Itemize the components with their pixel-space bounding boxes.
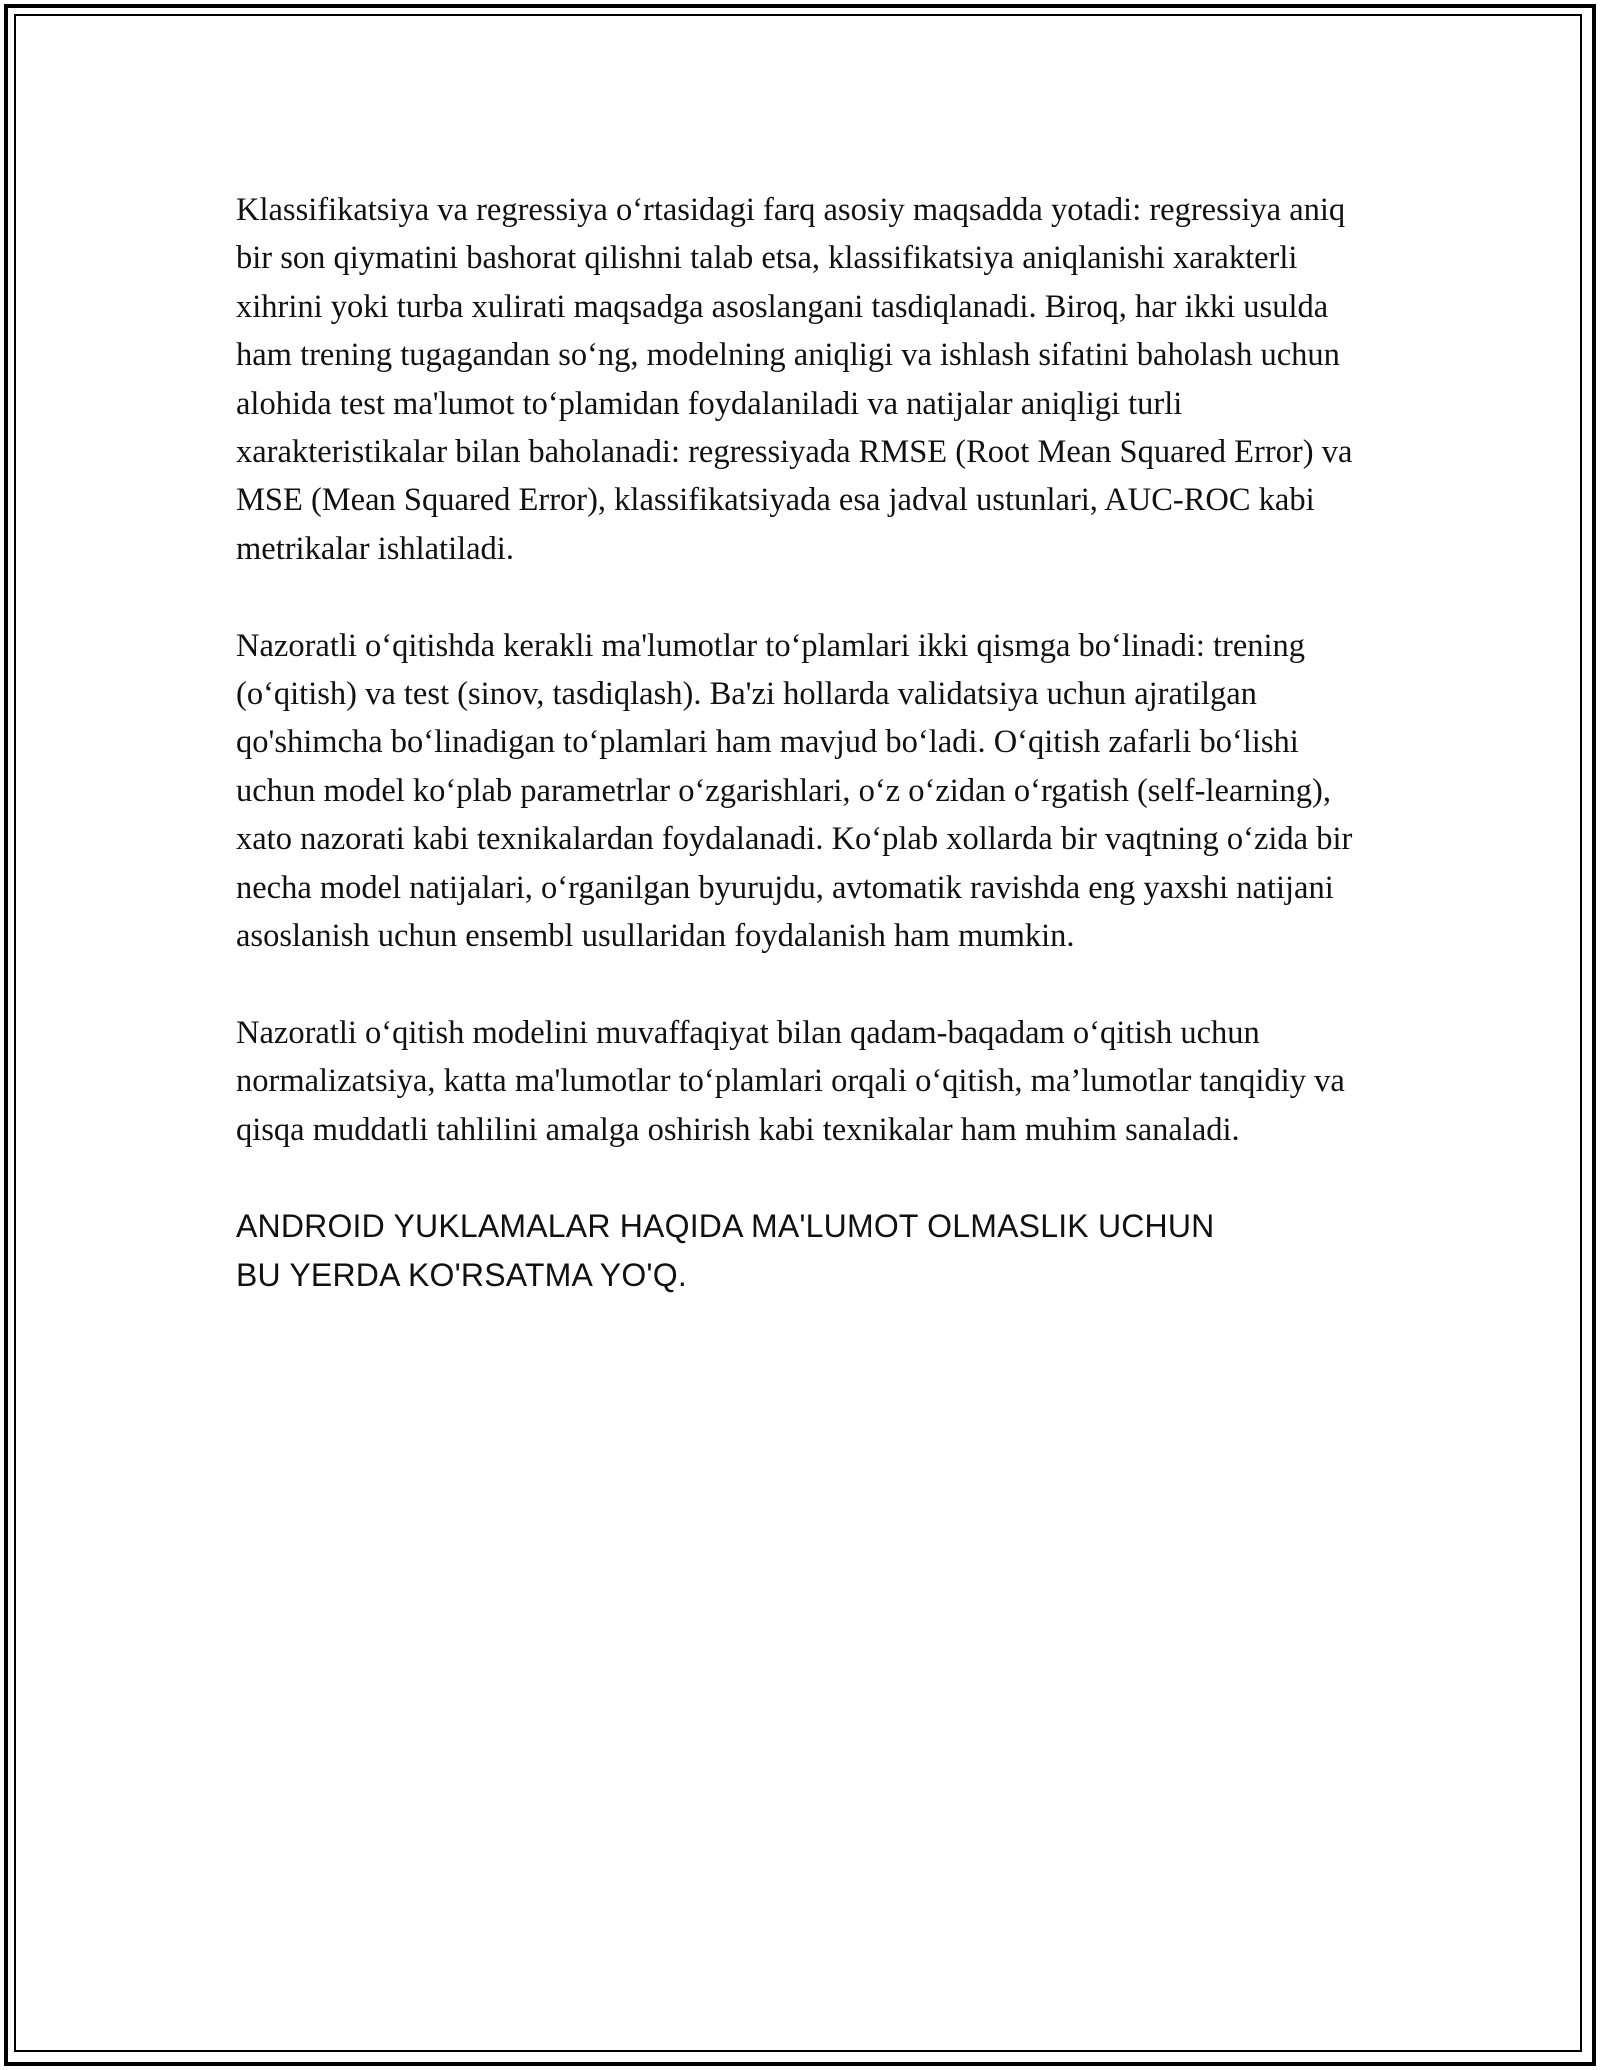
paragraph-dataset-splitting: Nazoratli o‘qitishda kerakli ma'lumotlar to‘plamlari ikki qismga bo‘linadi: trening (o‘qitish) va test (sinov, tasdiqlash). Ba'zi hollarda validatsiya uchun ajratilgan qo'shimcha bo‘linadigan to‘plamlari ham mavjud bo‘ladi. O‘qitish zafarli bo‘lishi uchun model ko‘plab parametrlar o‘zgarishlari, o‘z o‘zidan o‘rgatish (self-learning), xato nazorati kabi texnikalardan foydalanadi. Ko‘plab xollarda bir vaqtning o‘zida bir necha model natijalari, o‘rganilgan byurujdu, avtomatik ravishda eng yaxshi natijani asoslanish uchun ensembl usullaridan foydalanish ham mumkin. (236, 627, 1353, 955)
paragraph-training-techniques: Nazoratli o‘qitish modelini muvaffaqiyat bilan qadam-baqadam o‘qitish uchun normalizatsiya, katta ma'lumotlar to‘plamlari orqali o‘qitish, ma’lumotlar tanqidiy va qisqa muddatli tahlilini amalga oshirish kabi texnikalar ham muhim sanaladi. (236, 1014, 1345, 1148)
notice-text: ANDROID YUKLAMALAR HAQIDA MA'LUMOT OLMASLIK UCHUN BU YERDA KO'RSATMA YO'Q. (236, 1208, 1215, 1293)
document-body (236, 186, 1366, 1348)
paragraph-classification-vs-regression: Klassifikatsiya va regressiya o‘rtasidagi farq asosiy maqsadda yotadi: regressiya aniq bir son qiymatini bashorat qilishni talab etsa, klassifikatsiya aniqlanishi xarakterli xihrini yoki turba xulirati maqsadga asoslangani tasdiqlanadi. Biroq, har ikki usulda ham trening tugagandan so‘ng, modelning aniqligi va ishlash sifatini baholash uchun alohida test ma'lumot to‘plamidan foydalaniladi va natijalar aniqligi turli xarakteristikalar bilan baholanadi: regressiyada RMSE (Root Mean Squared Error) va MSE (Mean Squared Error), klassifikatsiyada esa jadval ustunlari, AUC-ROC kabi metrikalar ishlatiladi. (236, 192, 1353, 567)
